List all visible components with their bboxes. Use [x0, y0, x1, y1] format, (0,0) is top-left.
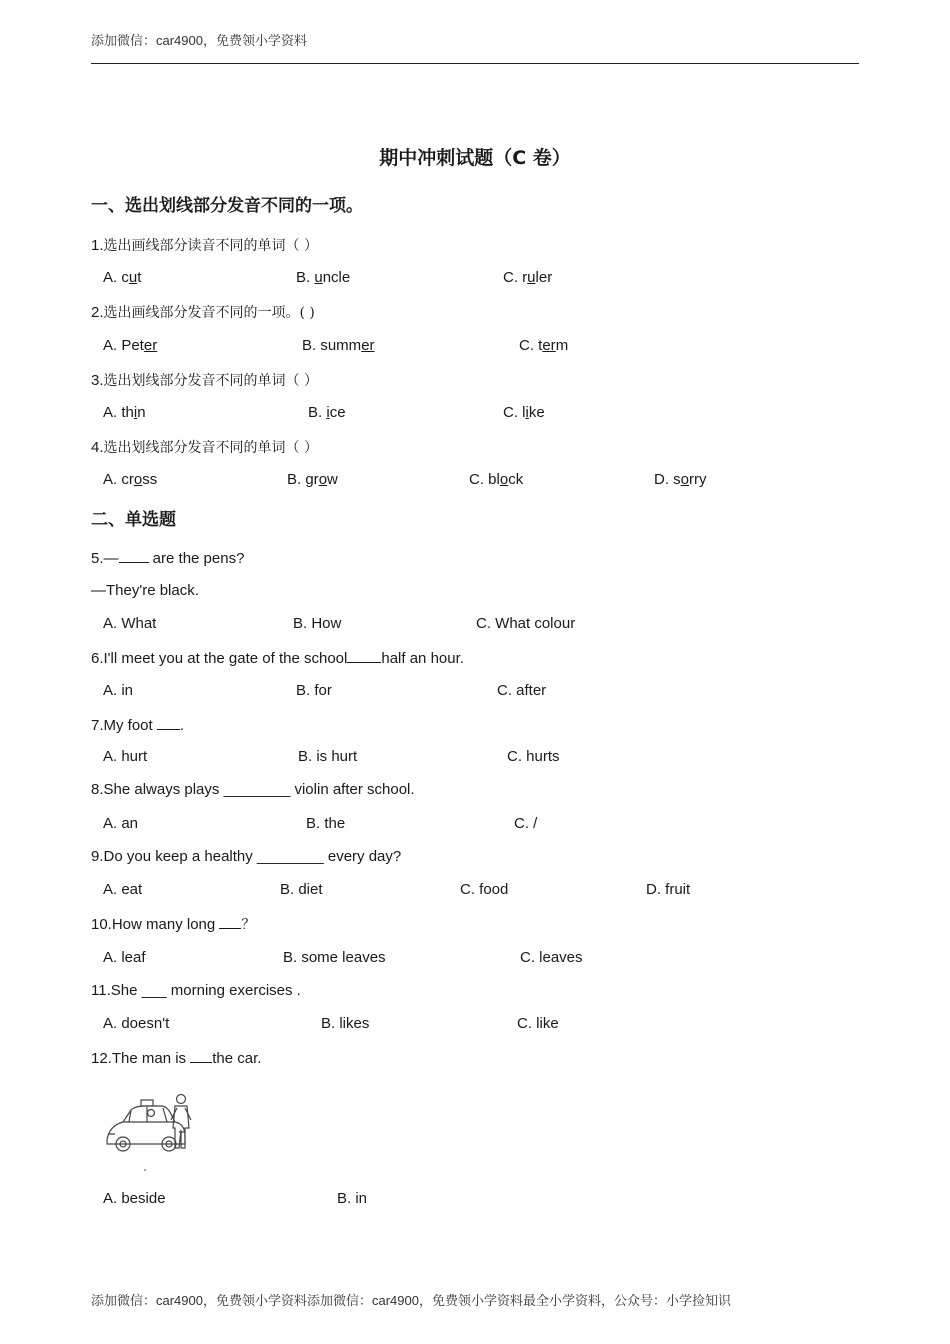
option-b: B. How — [293, 615, 342, 632]
question-stem: 7.My foot . — [91, 717, 185, 734]
question-stem: 3.选出划线部分发音不同的单词（ ） — [91, 372, 318, 389]
option-c: C. / — [514, 815, 538, 832]
option-b: B. for — [296, 682, 332, 699]
taxi-and-man-illustration — [101, 1080, 205, 1175]
option-c: C. What colour — [476, 615, 576, 632]
option-c: C. hurts — [507, 748, 560, 765]
option-a: A. What — [103, 615, 157, 632]
option-c: C. like — [517, 1015, 559, 1032]
option-c: C. term — [519, 337, 569, 354]
option-b: B. ice — [308, 404, 346, 421]
question-stem: 2.选出画线部分发音不同的一项。( ) — [91, 304, 315, 321]
header-note: 添加微信：car4900，免费领小学资料 — [91, 33, 307, 48]
option-a: A. cross — [103, 471, 158, 488]
question-stem: 9.Do you keep a healthy ________ every day? — [91, 848, 402, 865]
option-a: A. beside — [103, 1190, 166, 1207]
footer-note: 添加微信：car4900，免费领小学资料添加微信：car4900，免费领小学资料最全小学资料，公众号：小学捡知识 — [91, 1293, 731, 1308]
question-stem: 5.— are the pens? — [91, 550, 245, 567]
option-b: B. is hurt — [298, 748, 358, 765]
option-a: A. leaf — [103, 949, 146, 966]
option-b: B. summer — [302, 337, 375, 354]
question-stem: 1.选出画线部分读音不同的单词（ ） — [91, 237, 318, 254]
option-c: C. like — [503, 404, 545, 421]
option-a: A. eat — [103, 881, 143, 898]
option-b: B. in — [337, 1190, 368, 1207]
option-a: A. thin — [103, 404, 146, 421]
question-stem: 8.She always plays ________ violin after school. — [91, 781, 415, 798]
option-a: A. hurt — [103, 748, 148, 765]
option-a: A. cut — [103, 269, 142, 286]
question-stem: 10.How many long ？ — [91, 916, 256, 933]
question-stem: 6.I'll meet you at the gate of the school half an hour. — [91, 650, 464, 667]
option-b: B. likes — [321, 1015, 370, 1032]
option-a: A. doesn't — [103, 1015, 170, 1032]
section-heading-2: 二、单选题 — [91, 510, 176, 530]
option-a: A. Peter — [103, 337, 158, 354]
page-title: 期中冲刺试题（C 卷） — [379, 147, 571, 169]
option-d: D. sorry — [654, 471, 707, 488]
option-c: C. ruler — [503, 269, 553, 286]
header-divider — [91, 63, 859, 64]
option-c: C. food — [460, 881, 509, 898]
question-stem: 12.The man is the car. — [91, 1050, 262, 1067]
option-c: C. block — [469, 471, 524, 488]
section-heading-1: 一、选出划线部分发音不同的一项。 — [91, 196, 363, 216]
option-c: C. after — [497, 682, 547, 699]
question-dialogue-line: —They're black. — [91, 582, 199, 599]
option-b: B. the — [306, 815, 346, 832]
option-d: D. fruit — [646, 881, 691, 898]
option-b: B. some leaves — [283, 949, 386, 966]
question-stem: 4.选出划线部分发音不同的单词（ ） — [91, 439, 318, 456]
option-c: C. leaves — [520, 949, 583, 966]
option-a: A. in — [103, 682, 134, 699]
option-b: B. grow — [287, 471, 338, 488]
option-b: B. uncle — [296, 269, 351, 286]
option-a: A. an — [103, 815, 139, 832]
option-b: B. diet — [280, 881, 323, 898]
question-stem: 11.She ___ morning exercises . — [91, 982, 301, 999]
